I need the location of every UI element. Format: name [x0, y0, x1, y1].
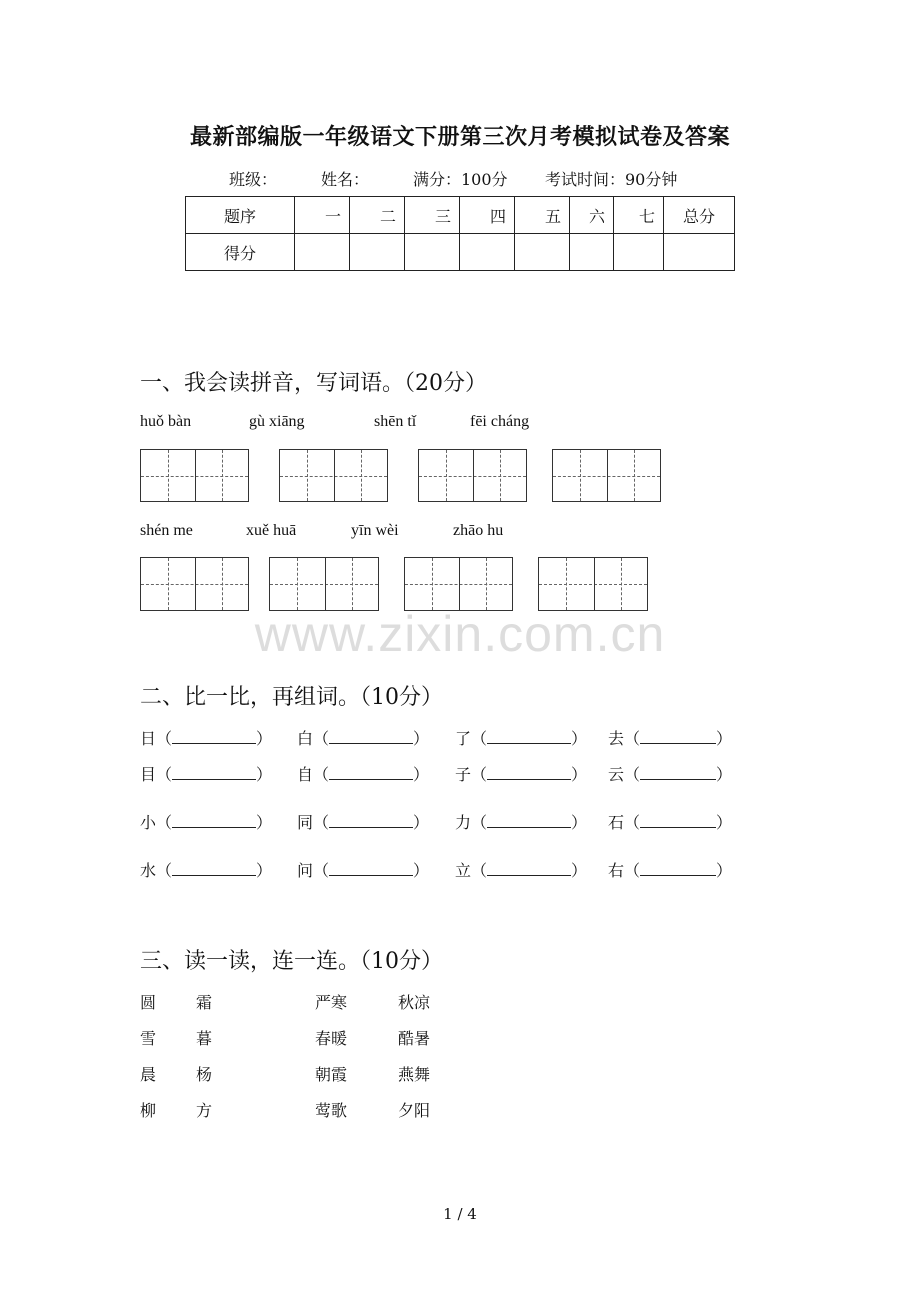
section1-heading: 一、我会读拼音，写词语。（20分）	[140, 371, 487, 396]
answer-blank[interactable]	[487, 729, 571, 744]
answer-blank[interactable]	[172, 861, 256, 876]
word-item: 了（ ）	[455, 729, 588, 748]
class-label: 班级：	[229, 170, 278, 189]
score-cell[interactable]	[405, 234, 460, 271]
writing-grid[interactable]	[552, 449, 661, 502]
word-item: 白（ ）	[297, 729, 430, 748]
score-header-cell: 总分	[664, 197, 735, 234]
word-item: 子（ ）	[455, 765, 588, 784]
word-item: 右（ ）	[608, 861, 733, 880]
name-label: 姓名：	[321, 170, 370, 189]
score-header-cell: 题序	[186, 197, 295, 234]
pinyin-label: shēn tǐ	[374, 413, 417, 430]
answer-blank[interactable]	[487, 861, 571, 876]
score-header-cell: 六	[570, 197, 614, 234]
match-char[interactable]: 晨	[140, 1065, 157, 1084]
writing-grid[interactable]	[404, 557, 513, 611]
match-char[interactable]: 圆	[140, 993, 157, 1012]
match-char[interactable]: 霜	[196, 993, 213, 1012]
score-cell[interactable]	[350, 234, 405, 271]
writing-grid[interactable]	[538, 557, 648, 611]
pinyin-label: huǒ bàn	[140, 413, 192, 430]
match-word[interactable]: 酷暑	[398, 1029, 431, 1048]
score-cell[interactable]	[664, 234, 735, 271]
section2-heading: 二、比一比，再组词。（10分）	[140, 685, 443, 710]
match-word[interactable]: 莺歌	[315, 1101, 348, 1120]
answer-blank[interactable]	[329, 729, 413, 744]
answer-blank[interactable]	[172, 729, 256, 744]
score-cell[interactable]	[570, 234, 614, 271]
score-table-header-row	[186, 197, 735, 234]
match-word[interactable]: 朝霞	[315, 1065, 348, 1084]
answer-blank[interactable]	[487, 813, 571, 828]
word-item: 日（ ）	[140, 729, 273, 748]
word-item: 水（ ）	[140, 861, 273, 880]
score-table	[185, 196, 735, 271]
match-char[interactable]: 暮	[196, 1029, 213, 1048]
writing-grid[interactable]	[418, 449, 527, 502]
word-item: 同（ ）	[297, 813, 430, 832]
match-word[interactable]: 秋凉	[398, 993, 431, 1012]
score-table-score-row	[186, 234, 735, 271]
answer-blank[interactable]	[329, 813, 413, 828]
score-header-cell: 二	[350, 197, 405, 234]
answer-blank[interactable]	[172, 813, 256, 828]
answer-blank[interactable]	[487, 765, 571, 780]
match-word[interactable]: 严寒	[315, 993, 348, 1012]
word-item: 立（ ）	[455, 861, 588, 880]
answer-blank[interactable]	[640, 861, 716, 876]
answer-blank[interactable]	[329, 861, 413, 876]
section3-heading: 三、读一读，连一连。（10分）	[140, 949, 443, 974]
pinyin-label: zhāo hu	[453, 522, 504, 539]
score-cell[interactable]	[295, 234, 350, 271]
word-item: 问（ ）	[297, 861, 430, 880]
word-item: 目（ ）	[140, 765, 273, 784]
pinyin-label: yīn wèi	[351, 522, 399, 539]
word-item: 小（ ）	[140, 813, 273, 832]
word-item: 力（ ）	[455, 813, 588, 832]
watermark-text: www.zixin.com.cn	[254, 606, 666, 662]
answer-blank[interactable]	[640, 813, 716, 828]
writing-grid[interactable]	[279, 449, 388, 502]
score-header-cell: 三	[405, 197, 460, 234]
match-word[interactable]: 夕阳	[398, 1101, 431, 1120]
writing-grid[interactable]	[269, 557, 379, 611]
word-item: 自（ ）	[297, 765, 430, 784]
pinyin-label: gù xiāng	[249, 413, 305, 430]
answer-blank[interactable]	[172, 765, 256, 780]
match-char[interactable]: 雪	[140, 1029, 157, 1048]
writing-grid[interactable]	[140, 449, 249, 502]
word-item: 云（ ）	[608, 765, 733, 784]
exam-time-label: 考试时间：90分钟	[545, 170, 678, 189]
match-word[interactable]: 春暖	[315, 1029, 348, 1048]
score-cell[interactable]	[614, 234, 664, 271]
score-cell[interactable]	[515, 234, 570, 271]
answer-blank[interactable]	[329, 765, 413, 780]
page-number: 1 / 4	[443, 1205, 477, 1223]
score-row-label: 得分	[186, 234, 295, 271]
match-word[interactable]: 燕舞	[398, 1065, 431, 1084]
word-item: 去（ ）	[608, 729, 733, 748]
page-title: 最新部编版一年级语文下册第三次月考模拟试卷及答案	[189, 124, 730, 150]
writing-grid[interactable]	[140, 557, 249, 611]
score-header-cell: 七	[614, 197, 664, 234]
score-header-cell: 一	[295, 197, 350, 234]
score-cell[interactable]	[460, 234, 515, 271]
answer-blank[interactable]	[640, 729, 716, 744]
answer-blank[interactable]	[640, 765, 716, 780]
score-header-cell: 五	[515, 197, 570, 234]
match-char[interactable]: 杨	[196, 1065, 213, 1084]
full-score-label: 满分：100分	[413, 170, 508, 189]
match-char[interactable]: 柳	[140, 1101, 157, 1120]
pinyin-label: shén me	[140, 522, 193, 539]
pinyin-label: xuě huā	[246, 522, 297, 539]
word-item: 石（ ）	[608, 813, 733, 832]
match-char[interactable]: 方	[196, 1101, 213, 1120]
score-header-cell: 四	[460, 197, 515, 234]
pinyin-label: fēi cháng	[470, 413, 530, 430]
